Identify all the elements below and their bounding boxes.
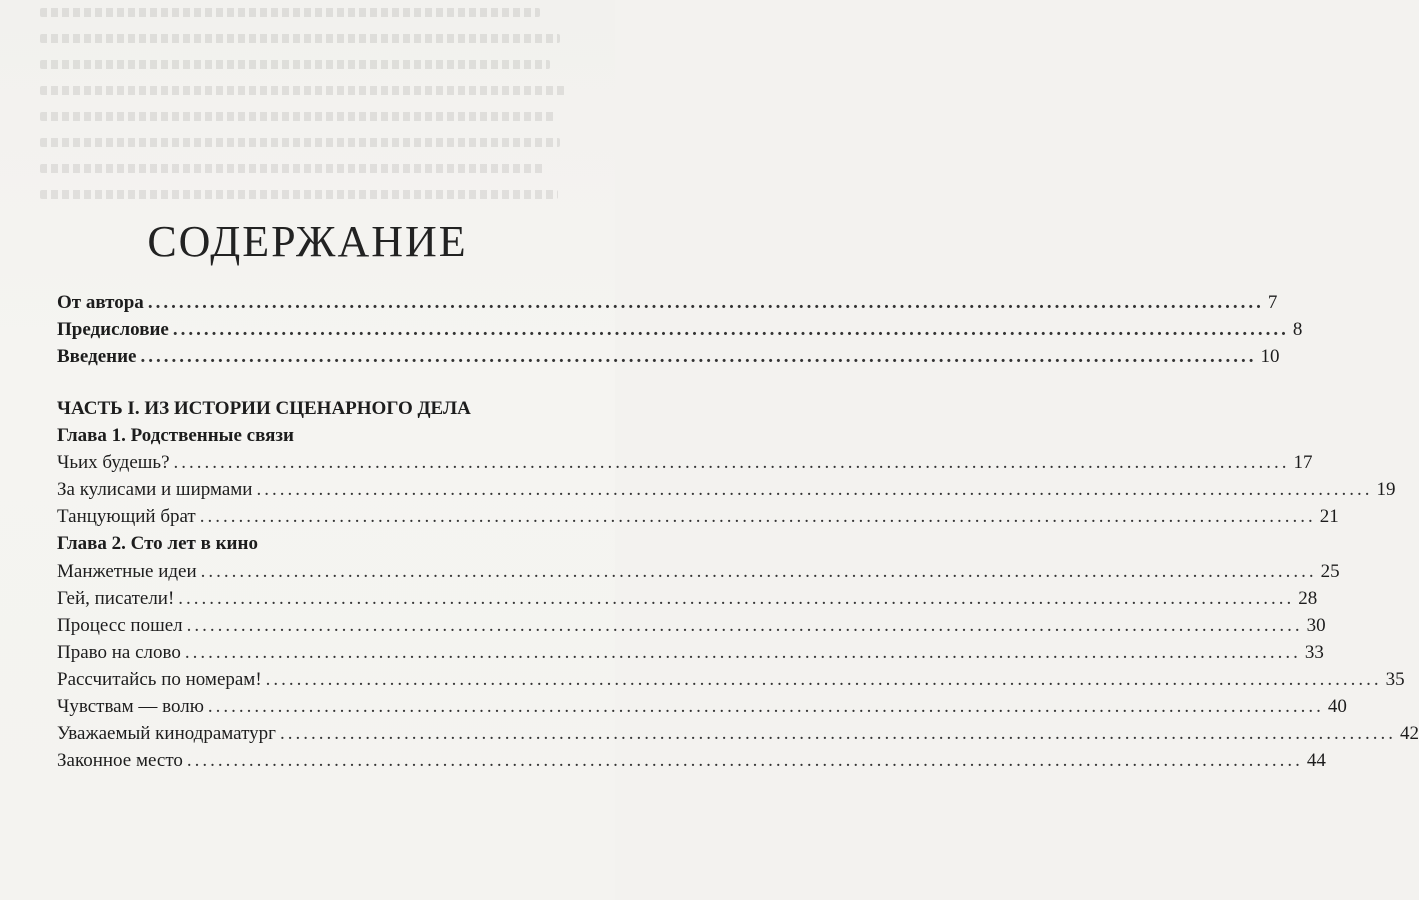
part-title[interactable]: ЧАСТЬ I. ИЗ ИСТОРИИ СЦЕНАРНОГО ДЕЛА bbox=[57, 398, 471, 419]
toc-entry-page: 40 bbox=[1327, 696, 1347, 717]
dot-leader: ................................................................................................................................................ bbox=[279, 723, 1396, 744]
dot-leader: ................................................................................................................................................ bbox=[256, 479, 1373, 500]
toc-entry-title: Право на слово bbox=[57, 642, 181, 663]
toc-entry-page: 17 bbox=[1293, 452, 1313, 473]
toc-entry[interactable] bbox=[57, 667, 1405, 693]
toc-entry-title: Чувствам — волю bbox=[57, 696, 204, 717]
dot-leader: ................................................................................................................................................ bbox=[207, 696, 1324, 717]
toc-entry[interactable] bbox=[57, 748, 1326, 774]
dot-leader: ................................................................................................................................................ bbox=[200, 561, 1317, 582]
toc-entry-from-author[interactable] bbox=[57, 290, 1278, 316]
toc-entry-introduction[interactable] bbox=[57, 344, 1280, 370]
dot-leader: ................................................................................................................................................ bbox=[178, 588, 1295, 609]
toc-entry-title: Законное место bbox=[57, 750, 183, 771]
toc-entry-page: 35 bbox=[1385, 669, 1405, 690]
toc-entry-title: Гей, писатели! bbox=[57, 588, 175, 609]
toc-entry-page: 21 bbox=[1319, 506, 1339, 527]
toc-entry[interactable] bbox=[57, 586, 1318, 612]
toc-entry-title: За кулисами и ширмами bbox=[57, 479, 253, 500]
toc-entry-title: Рассчитайсь по номерам! bbox=[57, 669, 262, 690]
toc-entry-page: 30 bbox=[1306, 615, 1326, 636]
toc-entry[interactable] bbox=[57, 477, 1396, 503]
toc-entry[interactable] bbox=[57, 559, 1340, 585]
dot-leader: ................................................................................................................................................ bbox=[184, 642, 1301, 663]
dot-leader: ................................................................................................................................................ bbox=[140, 346, 1257, 367]
toc-entry-title: Чьих будешь? bbox=[57, 452, 170, 473]
toc-entry-page: 42 bbox=[1399, 723, 1419, 744]
toc-entry-page: 28 bbox=[1298, 588, 1318, 609]
toc-entry-title: Предисловие bbox=[57, 319, 169, 340]
contents-heading: СОДЕРЖАНИЕ bbox=[147, 217, 468, 266]
dot-leader: ................................................................................................................................................ bbox=[186, 750, 1303, 771]
chapter-title[interactable]: Глава 2. Сто лет в кино bbox=[57, 533, 258, 554]
chapter-title[interactable]: Глава 1. Родственные связи bbox=[57, 425, 294, 446]
toc-entry-page: 25 bbox=[1320, 561, 1340, 582]
toc-entry-page: 33 bbox=[1304, 642, 1324, 663]
toc-entry-title: Уважаемый кинодраматург bbox=[57, 723, 276, 744]
toc-entry[interactable] bbox=[57, 613, 1326, 639]
toc-entry-page: 8 bbox=[1292, 319, 1303, 340]
dot-leader: ................................................................................................................................................ bbox=[173, 452, 1290, 473]
dot-leader: ................................................................................................................................................ bbox=[147, 292, 1264, 313]
dot-leader: ................................................................................................................................................ bbox=[199, 506, 1316, 527]
toc-entry[interactable] bbox=[57, 694, 1347, 720]
toc-entry[interactable] bbox=[57, 504, 1339, 530]
toc-entry-title: Процесс пошел bbox=[57, 615, 183, 636]
dot-leader: ................................................................................................................................................ bbox=[265, 669, 1382, 690]
bleed-through-texture bbox=[0, 0, 615, 230]
toc-entry-title: Манжетные идеи bbox=[57, 561, 197, 582]
toc-entry[interactable] bbox=[57, 450, 1313, 476]
toc-entry-title: От автора bbox=[57, 292, 144, 313]
toc-entry[interactable] bbox=[57, 640, 1324, 666]
dot-leader: ................................................................................................................................................ bbox=[172, 319, 1289, 340]
toc-entry[interactable] bbox=[57, 721, 1419, 747]
toc-entry-page: 19 bbox=[1376, 479, 1396, 500]
toc-entry-preface[interactable] bbox=[57, 317, 1303, 343]
toc-entry-title: Танцующий брат bbox=[57, 506, 196, 527]
toc-entry-page: 7 bbox=[1267, 292, 1278, 313]
toc-entry-title: Введение bbox=[57, 346, 137, 367]
toc-entry-page: 10 bbox=[1260, 346, 1280, 367]
toc-entry-page: 44 bbox=[1306, 750, 1326, 771]
dot-leader: ................................................................................................................................................ bbox=[186, 615, 1303, 636]
